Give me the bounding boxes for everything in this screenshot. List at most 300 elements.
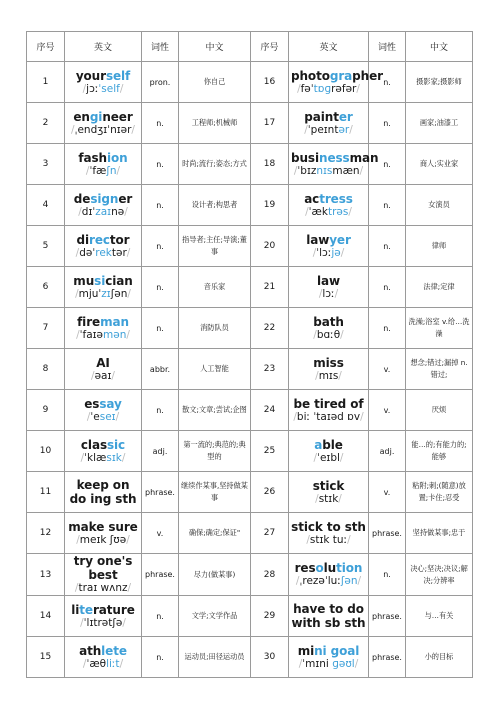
highlighted-syllable: er bbox=[338, 109, 353, 124]
english-cell bbox=[65, 390, 142, 431]
table-row bbox=[27, 349, 473, 390]
english-cell bbox=[289, 185, 369, 226]
syllable: fəˈ bbox=[300, 82, 314, 95]
highlighted-syllable: self bbox=[105, 68, 131, 83]
header-pos: 词性 bbox=[142, 32, 179, 62]
header-english: 英文 bbox=[289, 32, 369, 62]
phonetic bbox=[291, 411, 366, 424]
english-word bbox=[291, 315, 366, 329]
highlighted-syllable: o bbox=[315, 561, 324, 575]
entry-number: 3 bbox=[27, 144, 65, 185]
entry-number: 4 bbox=[27, 185, 65, 226]
syllable: ˈlɪtrətʃə bbox=[83, 616, 123, 629]
table-row bbox=[27, 637, 473, 678]
table-row bbox=[27, 144, 473, 185]
table-row bbox=[27, 513, 473, 554]
highlighted-syllable: rek bbox=[95, 246, 112, 259]
highlighted-syllable: rec bbox=[89, 232, 110, 247]
highlighted-syllable: ness bbox=[319, 150, 350, 165]
english-cell bbox=[65, 267, 142, 308]
slash-open: / bbox=[305, 205, 309, 218]
phonetic bbox=[67, 247, 139, 260]
chinese-meaning: 运动员;田径运动员 bbox=[179, 637, 251, 678]
entry-number: 13 bbox=[27, 554, 65, 596]
english-word bbox=[67, 151, 139, 165]
syllable: fash bbox=[78, 150, 107, 165]
entry-number: 30 bbox=[251, 637, 289, 678]
english-word bbox=[291, 602, 366, 630]
english-cell bbox=[289, 103, 369, 144]
highlighted-syllable: ni bbox=[314, 643, 327, 658]
syllable: jɔː bbox=[86, 82, 99, 95]
part-of-speech: n. bbox=[142, 596, 179, 637]
highlighted-syllable: liːt bbox=[106, 657, 120, 670]
slash-close: / bbox=[127, 287, 131, 300]
phonetic bbox=[67, 288, 139, 301]
slash-close: / bbox=[340, 328, 344, 341]
slash-close: / bbox=[340, 246, 345, 259]
syllable: es bbox=[84, 396, 100, 411]
syllable: res bbox=[294, 561, 316, 575]
english-cell bbox=[65, 103, 142, 144]
table-row bbox=[27, 472, 473, 513]
part-of-speech: v. bbox=[142, 513, 179, 554]
syllable: ˈbɪz bbox=[297, 164, 317, 177]
table-row bbox=[27, 267, 473, 308]
slash-open: / bbox=[80, 616, 84, 629]
chinese-meaning: 继续作某事,坚持做某事 bbox=[179, 472, 251, 513]
phonetic bbox=[291, 534, 366, 547]
syllable: make sure bbox=[68, 519, 138, 534]
slash-open: / bbox=[86, 410, 91, 423]
syllable: AI bbox=[96, 355, 110, 370]
entry-number: 12 bbox=[27, 513, 65, 554]
slash-close: / bbox=[347, 533, 351, 546]
slash-open: / bbox=[306, 533, 310, 546]
chinese-meaning: 画家;油漆工 bbox=[406, 103, 473, 144]
highlighted-syllable: sign bbox=[90, 191, 119, 206]
syllable: əaɪ bbox=[94, 369, 112, 382]
highlighted-syllable: nɪs bbox=[316, 164, 333, 177]
slash-open: / bbox=[71, 123, 75, 136]
slash-open: / bbox=[297, 82, 301, 95]
syllable: ʃən bbox=[110, 287, 128, 300]
table-row bbox=[27, 62, 473, 103]
slash-close: / bbox=[338, 492, 342, 505]
chinese-meaning: 小的目标 bbox=[406, 637, 473, 678]
slash-close: / bbox=[334, 287, 339, 300]
part-of-speech: n. bbox=[369, 308, 406, 349]
chinese-meaning: 商人;实业家 bbox=[406, 144, 473, 185]
english-word bbox=[291, 274, 366, 288]
syllable: fire bbox=[77, 314, 101, 329]
syllable: mu bbox=[73, 273, 95, 288]
syllable: bath bbox=[313, 314, 344, 329]
highlighted-syllable: sɪk bbox=[106, 451, 122, 464]
slash-open: / bbox=[82, 82, 87, 95]
slash-open: / bbox=[80, 451, 85, 464]
highlighted-syllable: seɪ bbox=[99, 410, 116, 423]
entry-number: 19 bbox=[251, 185, 289, 226]
part-of-speech: v. bbox=[369, 472, 406, 513]
english-word bbox=[67, 192, 139, 206]
slash-open: / bbox=[74, 582, 79, 594]
part-of-speech: phrase. bbox=[142, 472, 179, 513]
syllable: li bbox=[71, 602, 80, 617]
phonetic bbox=[67, 534, 139, 547]
phonetic bbox=[291, 165, 366, 178]
phonetic bbox=[67, 206, 139, 219]
syllable: de bbox=[73, 191, 91, 206]
highlighted-syllable: a bbox=[314, 437, 323, 452]
slash-open: / bbox=[313, 328, 317, 341]
syllable: ˈmɪni bbox=[302, 657, 329, 670]
chinese-meaning: 文学;文学作品 bbox=[179, 596, 251, 637]
chinese-meaning: 厌烦 bbox=[406, 390, 473, 431]
english-cell bbox=[65, 472, 142, 513]
table-row bbox=[27, 103, 473, 144]
highlighted-syllable: ʃən bbox=[340, 575, 358, 587]
header-english: 英文 bbox=[65, 32, 142, 62]
highlighted-syllable: ʃn bbox=[106, 164, 117, 177]
part-of-speech: n. bbox=[142, 308, 179, 349]
part-of-speech: phrase. bbox=[142, 554, 179, 596]
entry-number: 10 bbox=[27, 431, 65, 472]
syllable: clas bbox=[80, 437, 107, 452]
part-of-speech: n. bbox=[369, 267, 406, 308]
highlighted-syllable: gra bbox=[329, 68, 353, 83]
slash-close: / bbox=[116, 164, 121, 177]
syllable: mjuˈ bbox=[78, 287, 102, 300]
english-cell bbox=[289, 390, 369, 431]
english-cell bbox=[289, 513, 369, 554]
chinese-meaning: 确保;确定;保证" bbox=[179, 513, 251, 554]
vocabulary-table bbox=[26, 31, 473, 678]
highlighted-syllable: ɡəʊl bbox=[328, 657, 355, 670]
syllable: ˈfæ bbox=[89, 164, 107, 177]
english-cell bbox=[289, 267, 369, 308]
syllable: ˈklæ bbox=[84, 451, 107, 464]
highlighted-syllable: zaɪ bbox=[95, 205, 112, 218]
part-of-speech: n. bbox=[142, 267, 179, 308]
highlighted-syllable: ər bbox=[338, 123, 350, 136]
entry-number: 29 bbox=[251, 596, 289, 637]
syllable: ac bbox=[304, 191, 320, 206]
syllable: stɪk tuː bbox=[309, 533, 348, 546]
phonetic bbox=[67, 658, 139, 671]
syllable: man bbox=[349, 150, 379, 165]
table-row bbox=[27, 390, 473, 431]
english-word bbox=[291, 68, 383, 83]
phonetic bbox=[67, 329, 139, 342]
highlighted-syllable: yer bbox=[329, 232, 351, 247]
highlighted-syllable: si bbox=[94, 273, 106, 288]
english-word bbox=[67, 356, 139, 370]
slash-open: / bbox=[78, 205, 82, 218]
highlighted-syllable: man bbox=[100, 314, 129, 329]
table-row bbox=[27, 185, 473, 226]
part-of-speech: phrase. bbox=[369, 596, 406, 637]
english-word bbox=[67, 274, 139, 288]
syllable: biː ˈtaɪəd ɒv bbox=[296, 410, 361, 423]
syllable: ˈæθ bbox=[86, 657, 107, 670]
chinese-meaning: 消防队员 bbox=[179, 308, 251, 349]
highlighted-syllable: zɪ bbox=[101, 287, 111, 300]
phonetic bbox=[291, 370, 366, 383]
entry-number: 28 bbox=[251, 554, 289, 596]
english-word bbox=[291, 479, 366, 493]
part-of-speech: n. bbox=[369, 226, 406, 267]
slash-close: / bbox=[126, 328, 130, 341]
english-cell bbox=[289, 62, 383, 103]
slash-open: / bbox=[298, 657, 303, 670]
english-word bbox=[67, 315, 139, 329]
part-of-speech: adj. bbox=[142, 431, 179, 472]
english-cell bbox=[289, 226, 369, 267]
english-word bbox=[67, 603, 139, 617]
syllable: ˈe bbox=[90, 410, 100, 423]
syllable: ra bbox=[92, 602, 107, 617]
entry-number: 23 bbox=[251, 349, 289, 390]
slash-open: / bbox=[304, 123, 308, 136]
entry-number: 5 bbox=[27, 226, 65, 267]
slash-close: / bbox=[119, 657, 124, 670]
chinese-meaning: 想念;错过;漏掉 n.错过; bbox=[406, 349, 473, 390]
slash-close: / bbox=[339, 451, 344, 464]
part-of-speech: v. bbox=[369, 349, 406, 390]
header-num: 序号 bbox=[251, 32, 289, 62]
slash-close: / bbox=[349, 123, 353, 136]
syllable: r bbox=[352, 82, 357, 95]
slash-close: / bbox=[126, 533, 130, 546]
english-cell bbox=[65, 308, 142, 349]
chinese-meaning: 女演员 bbox=[406, 185, 473, 226]
english-cell bbox=[289, 637, 369, 678]
highlighted-syllable: tion bbox=[336, 561, 363, 575]
entry-number: 25 bbox=[251, 431, 289, 472]
entry-number: 6 bbox=[27, 267, 65, 308]
slash-close: / bbox=[359, 164, 364, 177]
chinese-meaning: 散文;文章;尝试;企图 bbox=[179, 390, 251, 431]
english-cell bbox=[65, 431, 142, 472]
syllable: your bbox=[75, 68, 106, 83]
table-row bbox=[27, 596, 473, 637]
highlighted-syllable: gi bbox=[89, 109, 103, 124]
part-of-speech: abbr. bbox=[142, 349, 179, 390]
syllable: law bbox=[317, 273, 340, 288]
chinese-meaning: 人工智能 bbox=[179, 349, 251, 390]
english-cell bbox=[65, 144, 142, 185]
slash-close: / bbox=[338, 369, 342, 382]
slash-open: / bbox=[82, 657, 87, 670]
syllable: ˈfaɪə bbox=[79, 328, 104, 341]
chinese-meaning: 你自己 bbox=[179, 62, 251, 103]
slash-close: / bbox=[127, 582, 132, 594]
phonetic bbox=[67, 165, 139, 178]
part-of-speech: phrase. bbox=[369, 637, 406, 678]
english-cell bbox=[65, 513, 142, 554]
english-word bbox=[67, 520, 139, 534]
part-of-speech: n. bbox=[142, 637, 179, 678]
phonetic bbox=[291, 206, 366, 219]
phonetic bbox=[291, 83, 366, 96]
syllable: photo bbox=[291, 68, 330, 83]
entry-number: 18 bbox=[251, 144, 289, 185]
syllable: lɔː bbox=[322, 287, 335, 300]
slash-open: / bbox=[318, 287, 323, 300]
english-word bbox=[291, 233, 366, 247]
english-cell bbox=[65, 554, 142, 596]
header-chinese: 中文 bbox=[406, 32, 473, 62]
english-cell bbox=[289, 349, 369, 390]
syllable: ˈpeɪnt bbox=[307, 123, 339, 136]
syllable: en bbox=[73, 109, 90, 124]
syllable: ˈlɔː bbox=[316, 246, 332, 259]
phonetic bbox=[291, 575, 366, 588]
chinese-meaning: 摄影家;摄影师 bbox=[406, 62, 473, 103]
chinese-meaning: 与…有关 bbox=[406, 596, 473, 637]
part-of-speech: n. bbox=[369, 62, 406, 103]
syllable: lu bbox=[323, 561, 337, 575]
english-cell bbox=[289, 596, 369, 637]
highlighted-syllable: ion bbox=[107, 150, 128, 165]
slash-close: / bbox=[357, 575, 362, 587]
highlighted-syllable: te bbox=[79, 602, 93, 617]
english-cell bbox=[65, 226, 142, 267]
entry-number: 24 bbox=[251, 390, 289, 431]
english-word bbox=[67, 110, 139, 124]
entry-number: 1 bbox=[27, 62, 65, 103]
highlighted-syllable: ˈself bbox=[98, 82, 120, 95]
phonetic bbox=[291, 452, 366, 465]
highlighted-syllable: say bbox=[99, 396, 122, 411]
entry-number: 16 bbox=[251, 62, 289, 103]
phonetic bbox=[67, 124, 139, 137]
english-cell bbox=[65, 637, 142, 678]
highlighted-syllable: sic bbox=[107, 437, 126, 452]
entry-number: 9 bbox=[27, 390, 65, 431]
english-word bbox=[67, 69, 139, 83]
slash-open: / bbox=[315, 369, 319, 382]
syllable: paint bbox=[304, 109, 339, 124]
entry-number: 2 bbox=[27, 103, 65, 144]
syllable: ble bbox=[322, 437, 343, 452]
syllable: tər bbox=[111, 246, 127, 259]
entry-number: 17 bbox=[251, 103, 289, 144]
syllable: dəˈ bbox=[79, 246, 96, 259]
english-word bbox=[291, 520, 366, 534]
syllable: dɪˈ bbox=[81, 205, 96, 218]
entry-number: 21 bbox=[251, 267, 289, 308]
chinese-meaning: 时尚;流行;姿态;方式 bbox=[179, 144, 251, 185]
phonetic bbox=[291, 493, 366, 506]
entry-number: 14 bbox=[27, 596, 65, 637]
english-word bbox=[67, 554, 139, 582]
syllable: tor bbox=[109, 232, 130, 247]
slash-close: / bbox=[121, 451, 126, 464]
syllable: pher bbox=[352, 68, 383, 83]
syllable: meɪk ʃʊə bbox=[79, 533, 127, 546]
syllable: ture bbox=[106, 602, 135, 617]
english-word bbox=[291, 397, 366, 411]
phonetic bbox=[67, 411, 139, 424]
syllable: stɪk bbox=[318, 492, 339, 505]
slash-open: / bbox=[293, 410, 297, 423]
slash-open: / bbox=[75, 287, 79, 300]
syllable: neer bbox=[102, 109, 133, 124]
english-word bbox=[67, 397, 139, 411]
entry-number: 22 bbox=[251, 308, 289, 349]
chinese-meaning: 第一流的;典范的;典型的 bbox=[179, 431, 251, 472]
syllable: stick to sth bbox=[291, 519, 366, 534]
header-pos: 词性 bbox=[369, 32, 406, 62]
english-word bbox=[291, 438, 366, 452]
chinese-meaning: 洗澡;浴室 v.给…洗澡 bbox=[406, 308, 473, 349]
table-row bbox=[27, 226, 473, 267]
slash-open: / bbox=[315, 492, 319, 505]
syllable: stick bbox=[312, 478, 345, 493]
slash-close: / bbox=[354, 657, 359, 670]
slash-open: / bbox=[313, 451, 318, 464]
part-of-speech: n. bbox=[369, 554, 406, 596]
entry-number: 8 bbox=[27, 349, 65, 390]
english-word bbox=[291, 644, 366, 658]
syllable: nə bbox=[111, 205, 125, 218]
slash-open: / bbox=[75, 246, 80, 259]
entry-number: 20 bbox=[251, 226, 289, 267]
syllable: miss bbox=[313, 355, 344, 370]
syllable: ˌendʒɪˈnɪər bbox=[74, 123, 132, 136]
slash-open: / bbox=[76, 533, 80, 546]
chinese-meaning: 音乐家 bbox=[179, 267, 251, 308]
highlighted-syllable: mən bbox=[103, 328, 127, 341]
chinese-meaning: 设计者;构思者 bbox=[179, 185, 251, 226]
chinese-meaning: 坚持做某事;忠于 bbox=[406, 513, 473, 554]
phonetic bbox=[67, 617, 139, 630]
chinese-meaning: 尽力(做某事) bbox=[179, 554, 251, 596]
english-word bbox=[67, 478, 139, 506]
syllable: cian bbox=[105, 273, 133, 288]
slash-close: / bbox=[124, 205, 128, 218]
english-cell bbox=[289, 144, 379, 185]
chinese-meaning: 粘附;刺;(随意)放置;卡住;忍受 bbox=[406, 472, 473, 513]
entry-number: 15 bbox=[27, 637, 65, 678]
slash-close: / bbox=[360, 410, 364, 423]
table-row bbox=[27, 431, 473, 472]
phonetic bbox=[67, 370, 139, 383]
table-row bbox=[27, 308, 473, 349]
english-word bbox=[291, 192, 366, 206]
phonetic bbox=[67, 83, 139, 96]
slash-close: / bbox=[115, 410, 120, 423]
highlighted-syllable: goal bbox=[326, 643, 360, 658]
entry-number: 26 bbox=[251, 472, 289, 513]
phonetic bbox=[67, 452, 139, 465]
english-word bbox=[291, 110, 366, 124]
syllable: be tired of bbox=[293, 396, 364, 411]
part-of-speech: n. bbox=[142, 390, 179, 431]
phonetic bbox=[291, 329, 366, 342]
syllable: ˈæk bbox=[308, 205, 328, 218]
syllable: try one's best bbox=[73, 554, 133, 582]
english-cell bbox=[289, 308, 369, 349]
english-word bbox=[67, 644, 139, 658]
slash-open: / bbox=[76, 328, 80, 341]
syllable: traɪ wʌnz bbox=[78, 582, 128, 594]
syllable: mɪs bbox=[318, 369, 339, 382]
phonetic bbox=[291, 124, 366, 137]
english-cell bbox=[65, 185, 142, 226]
